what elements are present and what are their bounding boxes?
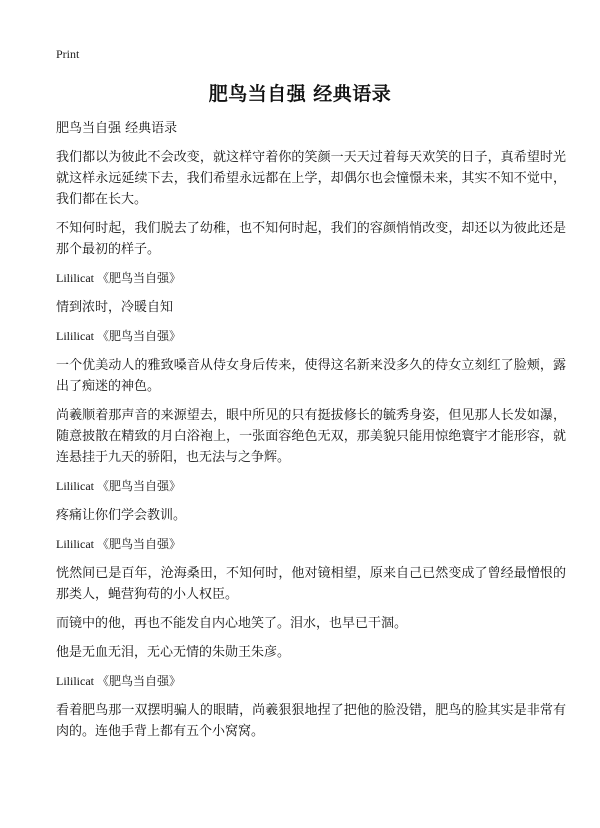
paragraph: 疼痛让你们学会教训。 [56,508,187,523]
print-link[interactable]: Print [56,47,80,61]
paragraph: 他是无血无泪，无心无情的朱勋王朱彦。 [56,645,291,660]
author-credit: Lililicat 《肥鸟当自强》 [56,329,181,343]
paragraph: 一个优美动人的雅致嗓音从侍女身后传来，使得这名新来没多久的侍女立刻红了脸颊，露出了痴迷的神色。 [56,358,566,394]
paragraph: 情到浓时，冷暖自知 [56,300,174,315]
author-credit: Lililicat 《肥鸟当自强》 [56,674,181,688]
author-credit: Lililicat 《肥鸟当自强》 [56,271,181,285]
paragraph: 我们都以为彼此不会改变，就这样守着你的笑颜一天天过着每天欢笑的日子，真希望时光就这样永远延续下去，我们希望永远都在上学，却偶尔也会憧憬未来，其实不知不觉中，我们都在长大。 [56,150,566,207]
author-credit: Lililicat 《肥鸟当自强》 [56,479,181,493]
paragraph: 肥鸟当自强 经典语录 [56,121,178,136]
paragraph: 恍然间已是百年，沧海桑田，不知何时，他对镜相望，原来自己已然变成了曾经最憎恨的那类人，蝇营狗苟的小人权臣。 [56,566,566,602]
article-body [56,118,566,750]
paragraph: 而镜中的他，再也不能发自内心地笑了。泪水，也早已干涸。 [56,616,408,631]
author-credit: Lililicat 《肥鸟当自强》 [56,537,181,551]
paragraph: 看着肥鸟那一双摆明骗人的眼睛，尚羲狠狠地捏了把他的脸没错，肥鸟的脸其实是非常有肉的。连他手背上都有五个小窝窝。 [56,703,566,739]
page-title: 肥鸟当自强 经典语录 [208,83,392,105]
paragraph: 不知何时起，我们脱去了幼稚，也不知何时起，我们的容颜悄悄改变，却还以为彼此还是那个最初的样子。 [56,221,566,257]
paragraph: 尚羲顺着那声音的来源望去，眼中所见的只有挺拔修长的毓秀身姿，但见那人长发如瀑，随意披散在精致的月白浴袍上，一张面容绝色无双，那美貌只能用惊绝寰宇才能形容，就连悬挂于九天的骄阳，也无法与之争辉。 [56,408,566,465]
